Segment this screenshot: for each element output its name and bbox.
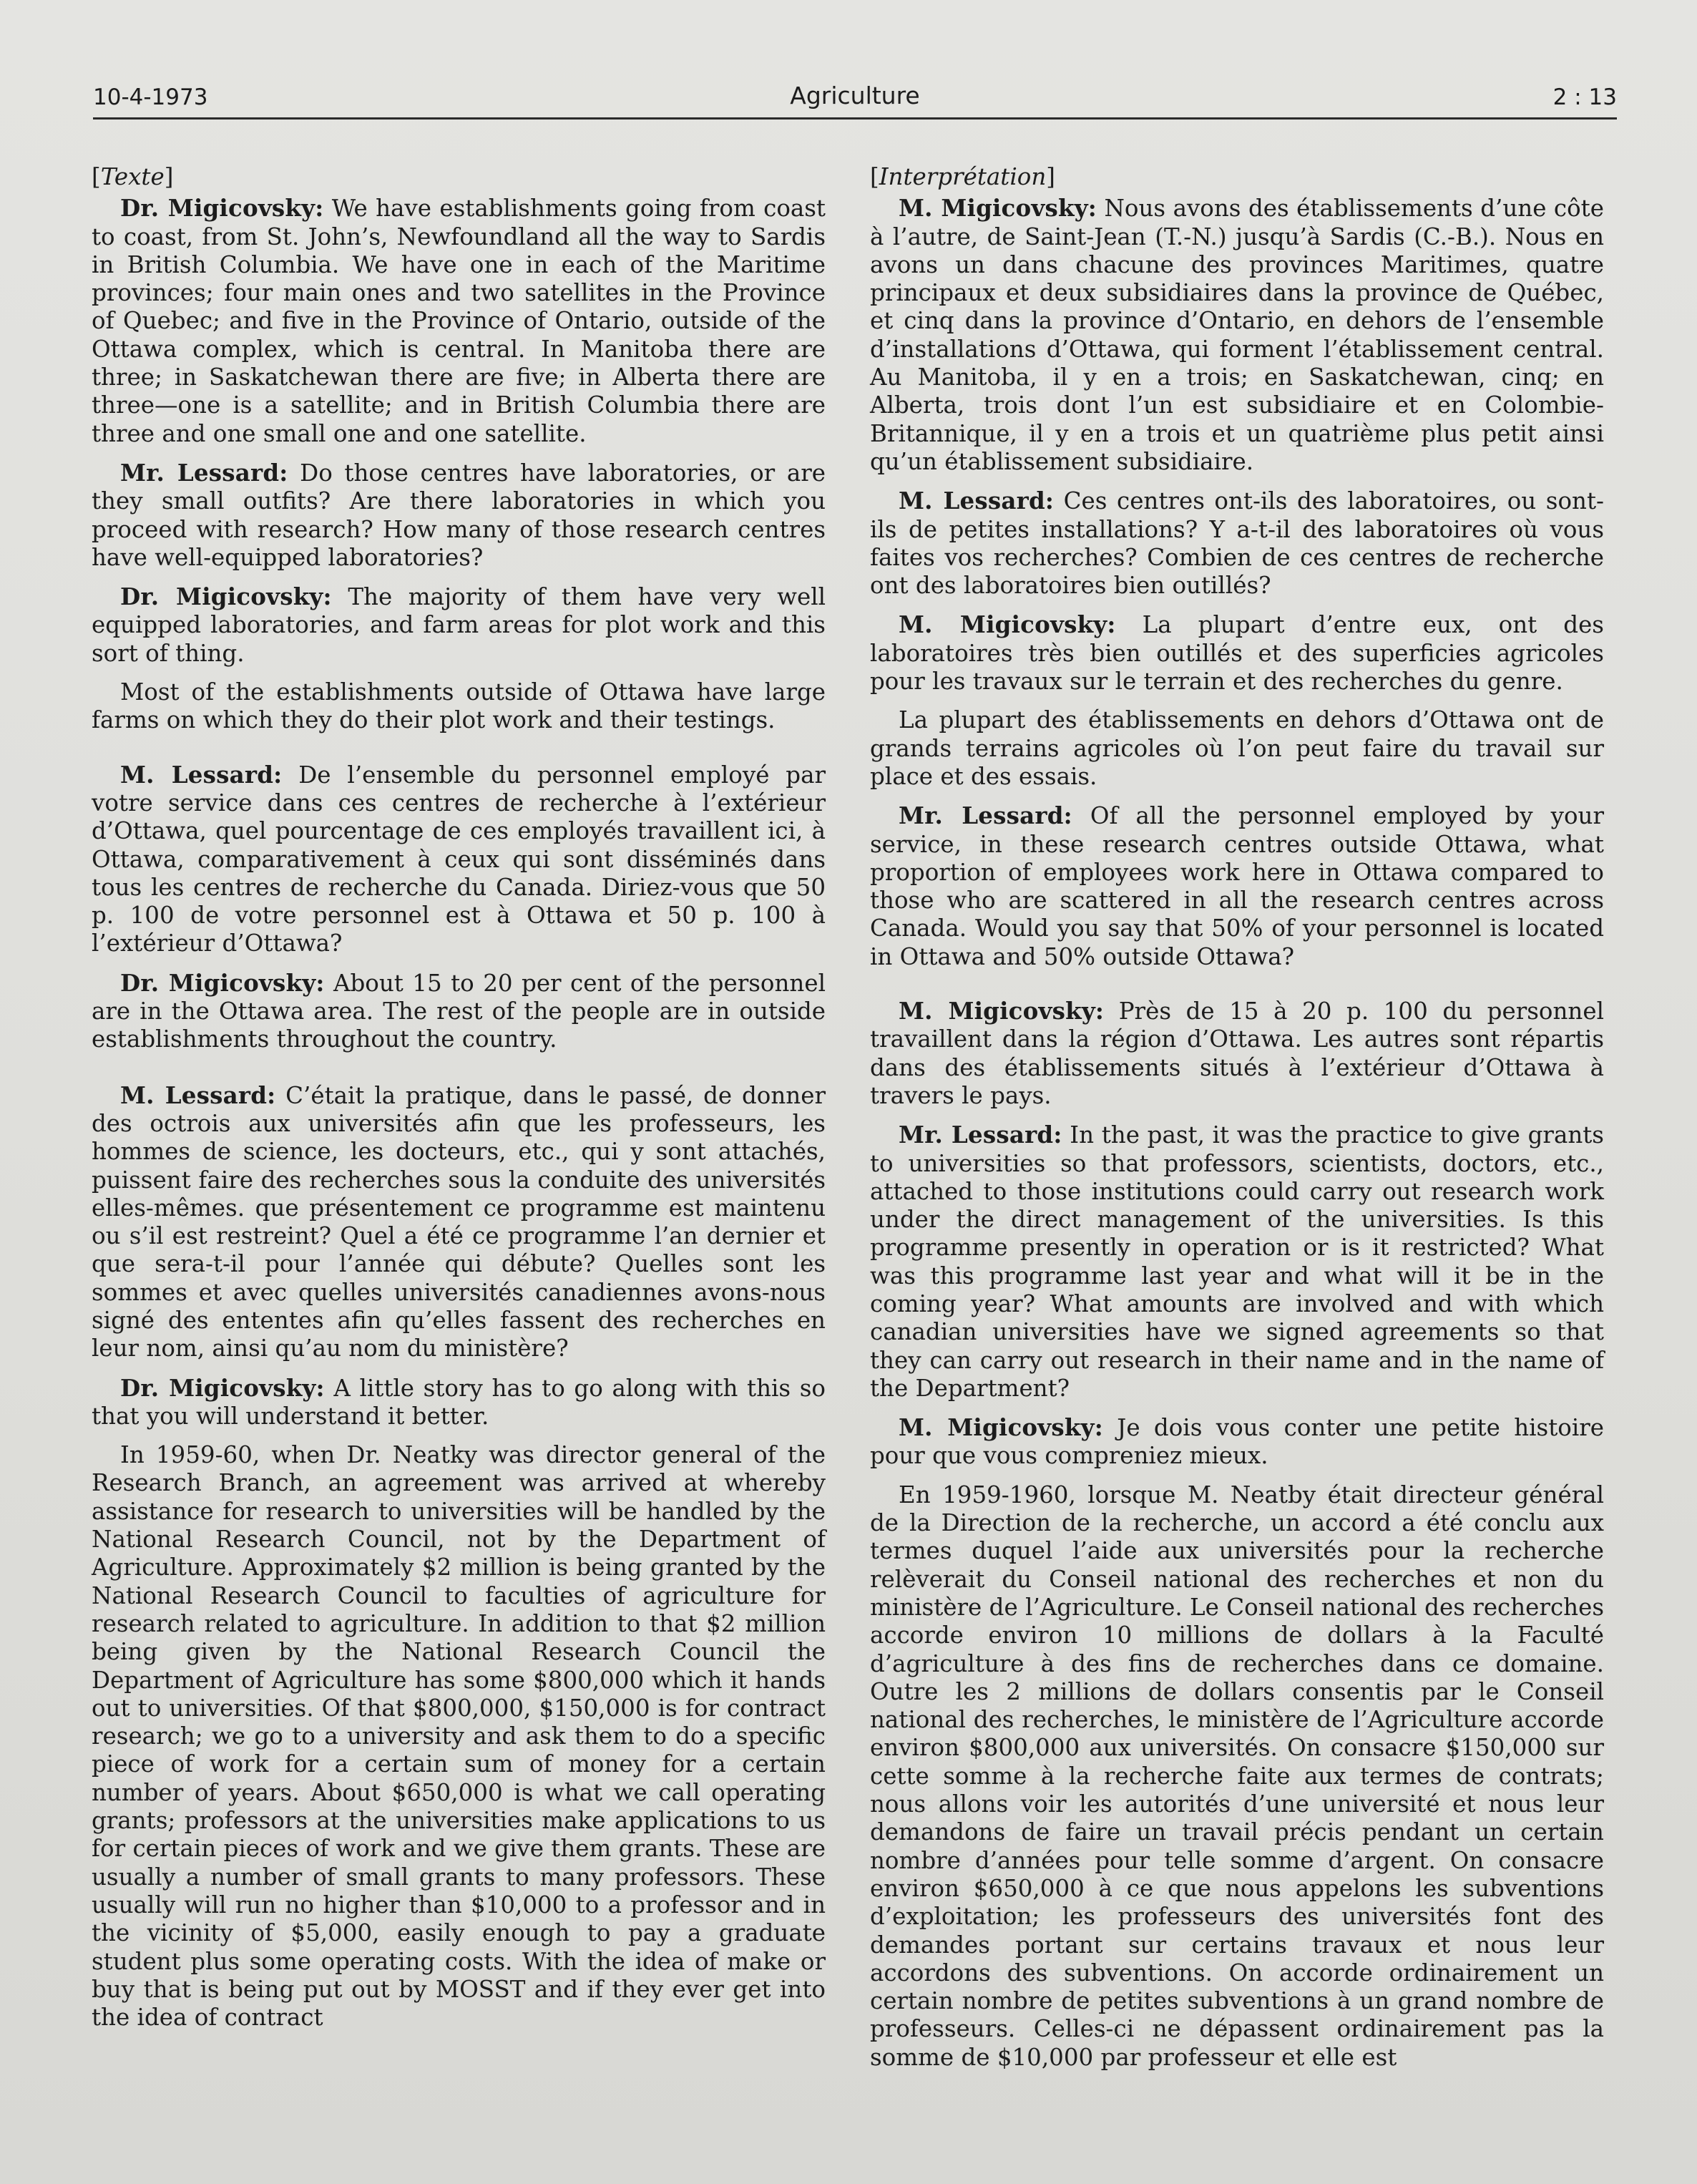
paragraph-text: The majority of them have very well equipped laboratories, and farm areas for plot work and this sort of thing. bbox=[92, 583, 826, 667]
paragraph-text: A little story has to go along with this so that you will understand it better. bbox=[92, 1374, 826, 1430]
speaker-label: Dr. Migicovsky: bbox=[120, 968, 325, 997]
speaker-label: M. Lessard: bbox=[120, 1081, 276, 1109]
speaker-label: Dr. Migicovsky: bbox=[120, 582, 332, 611]
paragraph-text: Do those centres have laboratories, or are they small outfits? Are there laboratories in which you proceed with research? How many of those research centres have well-equipped laboratories? bbox=[92, 459, 826, 571]
left-paragraph-9 bbox=[92, 1441, 826, 2032]
left-paragraph-5 bbox=[92, 761, 826, 958]
speaker-label: Dr. Migicovsky: bbox=[120, 1373, 325, 1402]
left-column bbox=[92, 163, 826, 2042]
left-paragraph-7 bbox=[92, 1081, 826, 1363]
paragraph-text: La plupart des établissements en dehors d’Ottawa ont de grands terrains agricoles où l’on peut faire du travail sur place et des essais. bbox=[870, 706, 1604, 790]
paragraph-text: De l’ensemble du personnel employé par votre service dans ces centres de recherche à l’extérieur d’Ottawa, quel pourcentage de ces employés travaillent ici, à Ottawa, comparativement à ceux qui sont disséminés dans tous les centres de recherche du Canada. Diriez-vous que 50 p. 100 de votre personnel est à Ottawa et 50 p. 100 à l’extérieur d’Ottawa? bbox=[92, 761, 826, 957]
running-header bbox=[93, 79, 1617, 120]
right-paragraph-4 bbox=[870, 706, 1604, 791]
left-paragraph-2 bbox=[92, 459, 826, 572]
speaker-label: M. Migicovsky: bbox=[899, 997, 1105, 1025]
left-paragraph-4 bbox=[92, 678, 826, 735]
right-language-tag: [Interprétation] bbox=[870, 163, 1055, 190]
paragraph-text: Nous avons des établissements d’une côte à l’autre, de Saint-Jean (T.-N.) jusqu’à Sardis (C.-B.). Nous en avons un dans chacune des provinces Maritimes, quatre principaux et deux subsidiaires dans la province de Québec, et cinq dans la province d’Ontario, en dehors de l’ensemble d’installations d’Ottawa, qui forment l’établissement central. Au Manitoba, il y en a trois; en Saskatchewan, cinq; en Alberta, trois dont l’un est subsidiaire et en Colombie-Britannique, il y en a trois et un quatrième plus petit ainsi qu’un établissement subsidiaire. bbox=[870, 195, 1604, 475]
paragraph-text: In the past, it was the practice to give grants to universities so that professors, scientists, doctors, etc., attached to those institutions could carry out research work under the direct management of the universities. Is this programme presently in operation or is it restricted? What was this programme last year and what will it be in the coming year? What amounts are involved and with which canadian universities have we signed agreements so that they can carry out research in their name and in the name of the Department? bbox=[870, 1121, 1604, 1402]
left-paragraph-8 bbox=[92, 1374, 826, 1431]
speaker-label: M. Migicovsky: bbox=[899, 194, 1097, 223]
right-paragraph-6 bbox=[870, 997, 1604, 1110]
right-paragraph-5 bbox=[870, 801, 1604, 971]
header-date: 10-4-1973 bbox=[93, 84, 208, 110]
paragraph-text: Je dois vous conter une petite histoire pour que vous compreniez mieux. bbox=[870, 1414, 1604, 1470]
speaker-label: Mr. Lessard: bbox=[120, 458, 288, 487]
left-paragraph-6 bbox=[92, 969, 826, 1054]
speaker-label: M. Migicovsky: bbox=[899, 1413, 1103, 1442]
paragraph-text: Près de 15 à 20 p. 100 du personnel travaillent dans la région d’Ottawa. Les autres sont répartis dans des établissements situés à l’extérieur d’Ottawa à travers le pays. bbox=[870, 998, 1604, 1109]
speaker-label: Dr. Migicovsky: bbox=[120, 194, 324, 223]
speaker-label: M. Migicovsky: bbox=[899, 610, 1116, 639]
paragraph-text: In 1959-60, when Dr. Neatky was director general of the Research Branch, an agreement was arrived at whereby assistance for research to universities will be handled by the National Research Council, not by the Department of Agriculture. Approximately $2 million is being granted by the National Research Council to faculties of agriculture for research related to agriculture. In addition to that $2 million being given by the National Research Council the Department of Agriculture has some $800,000 which it hands out to universities. Of that $800,000, $150,000 is for contract research; we go to a university and ask them to do a specific piece of work for a certain sum of money for a certain number of years. About $650,000 is what we call operating grants; professors at the universities make applications to us for certain pieces of work and we give them grants. These are usually a number of small grants to many professors. These usually will run no higher than $10,000 to a professor and in the vicinity of $5,000, easily enough to pay a graduate student plus some operating costs. With the idea of make or buy that is being put out by MOSST and if they ever get into the idea of contract bbox=[92, 1441, 826, 2032]
left-language-tag: [Texte] bbox=[92, 163, 174, 190]
paragraph-text: C’était la pratique, dans le passé, de donner des octrois aux universités afin que les professeurs, les hommes de science, les docteurs, etc., qui y sont attachés, puissent faire des recherches sous la conduite des universités elles-mêmes. que présentement ce programme est maintenu ou s’il est restreint? Quel a été ce programme l’an dernier et que sera-t-il pour l’année qui débute? Quelles sont les sommes et avec quelles universités canadiennes avons-nous signé des ententes afin qu’elles fassent des recherches en leur nom, ainsi qu’au nom du ministère? bbox=[92, 1081, 826, 1362]
paragraph-text: En 1959-1960, lorsque M. Neatby était directeur général de la Direction de la recherche, un accord a été conclu aux termes duquel l’aide aux universités pour la recherche relèverait du Conseil national des recherches et non du ministère de l’Agriculture. Le Conseil national des recherches accorde environ 10 millions de dollars à la Faculté d’agriculture à des fins de recherches dans ce domaine. Outre les 2 millions de dollars consentis par le Conseil national des recherches, le ministère de l’Agriculture accorde environ $800,000 aux universités. On consacre $150,000 sur cette somme à la recherche faite aux termes de contrats; nous allons voir les autorités d’une université et nous leur demandons de faire un travail précis pendant un certain nombre d’années pour telle somme d’argent. On consacre environ $650,000 à ce que nous appelons les subventions d’exploitation; les professeurs des universités font des demandes portant sur certains travaux et nous leur accordons des subventions. On accorde ordinairement un certain nombre de petites subventions à un grand nombre de professeurs. Celles-ci ne dépassent ordinairement pas la somme de $10,000 par professeur et elle est bbox=[870, 1481, 1604, 2071]
speaker-label: M. Lessard: bbox=[120, 760, 283, 789]
header-title: Agriculture bbox=[790, 82, 920, 109]
paragraph-text: Of all the personnel employed by your service, in these research centres outside Ottawa, what proportion of employees work here in Ottawa compared to those who are scattered in all the research centres across Canada. Would you say that 50% of your personnel is located in Ottawa and 50% outside Ottawa? bbox=[870, 802, 1604, 970]
speaker-label: Mr. Lessard: bbox=[899, 1121, 1062, 1149]
left-paragraph-1 bbox=[92, 194, 826, 448]
right-paragraph-9 bbox=[870, 1481, 1604, 2072]
right-paragraph-2 bbox=[870, 487, 1604, 600]
right-paragraph-1 bbox=[870, 194, 1604, 476]
left-paragraph-3 bbox=[92, 582, 826, 668]
right-column bbox=[870, 163, 1604, 2082]
right-paragraph-8 bbox=[870, 1413, 1604, 1471]
right-paragraph-7 bbox=[870, 1121, 1604, 1403]
right-paragraph-3 bbox=[870, 610, 1604, 696]
header-page-number: 2 : 13 bbox=[1552, 84, 1617, 110]
paragraph-text: Ces centres ont-ils des laboratoires, ou sont-ils de petites installations? Y a-t-il des laboratoires où vous faites vos recherches? Combien de ces centres de recherche ont des laboratoires bien outillés? bbox=[870, 487, 1604, 600]
speaker-label: M. Lessard: bbox=[899, 487, 1055, 515]
paragraph-text: Most of the establishments outside of Ottawa have large farms on which they do their plot work and their testings. bbox=[92, 678, 826, 734]
paragraph-text: La plupart d’entre eux, ont des laboratoires très bien outillés et des superficies agricoles pour les travaux sur le terrain et des recherches du genre. bbox=[870, 611, 1604, 696]
paragraph-text: About 15 to 20 per cent of the personnel are in the Ottawa area. The rest of the people are in outside establishments throughout the country. bbox=[92, 969, 826, 1053]
paragraph-text: We have establishments going from coast to coast, from St. John’s, Newfoundland all the way to Sardis in British Columbia. We have one in each of the Maritime provinces; four main ones and two satellites in the Province of Quebec; and five in the Province of Ontario, outside of the Ottawa complex, which is central. In Manitoba there are three; in Saskatchewan there are five; in Alberta there are three—one is a satellite; and in British Columbia there are three and one small one and one satellite. bbox=[92, 195, 826, 447]
speaker-label: Mr. Lessard: bbox=[899, 801, 1072, 830]
